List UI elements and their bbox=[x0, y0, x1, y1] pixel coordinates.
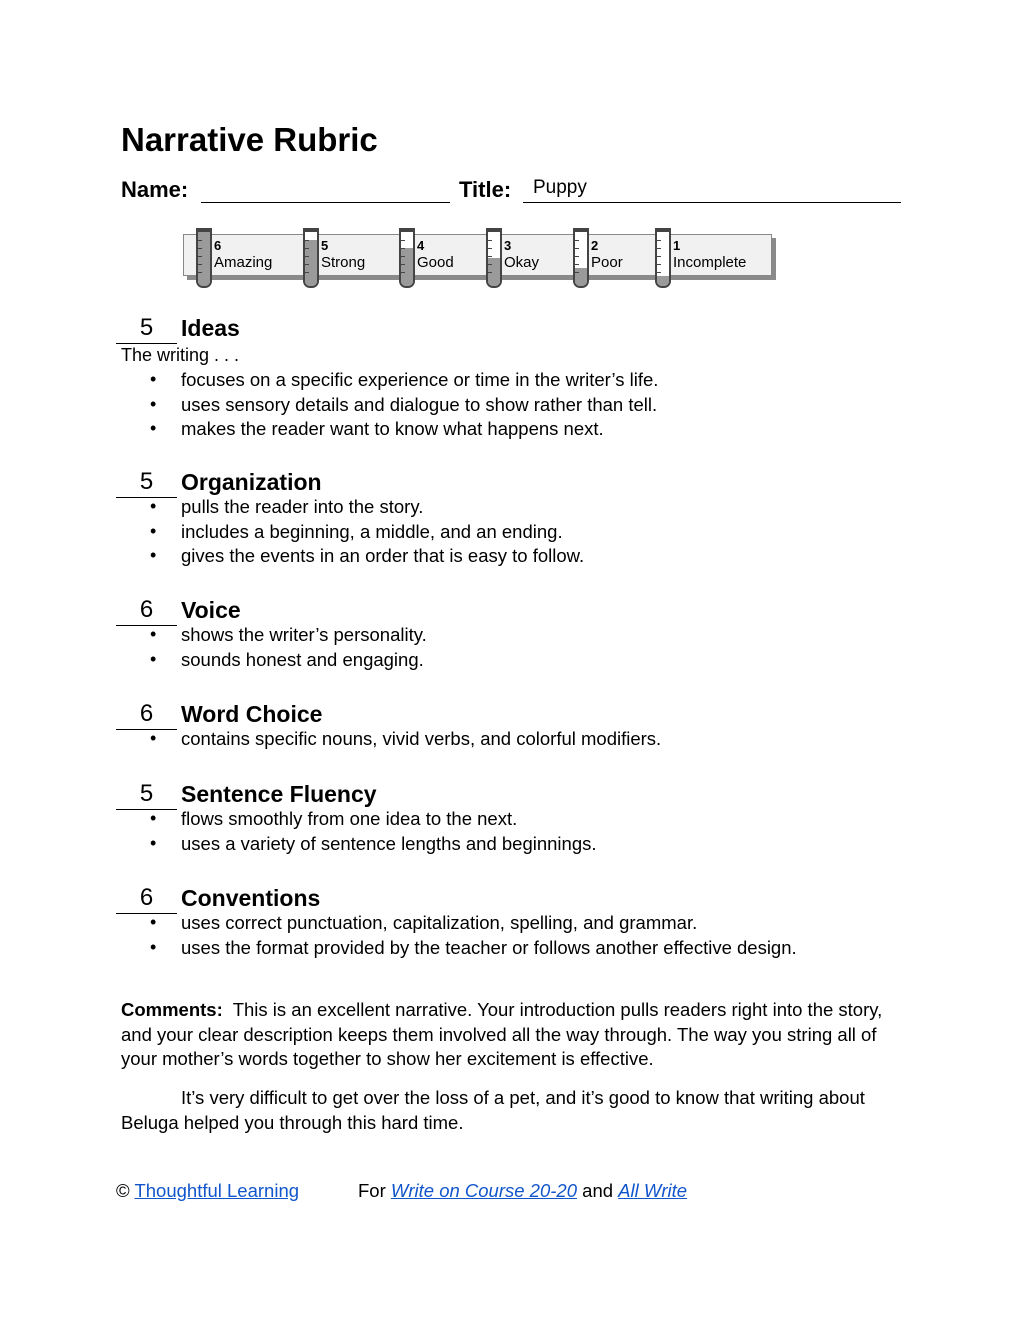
title-value[interactable]: Puppy bbox=[533, 177, 587, 198]
list-item bbox=[0, 624, 427, 649]
book-link-all-write[interactable]: All Write bbox=[618, 1180, 688, 1201]
score-value[interactable]: 5 bbox=[139, 780, 154, 807]
bullet-icon: • bbox=[150, 832, 157, 853]
list-item-text: pulls the reader into the story. bbox=[181, 496, 424, 517]
list-item-text: flows smoothly from one idea to the next. bbox=[181, 808, 518, 829]
bullet-icon: • bbox=[150, 496, 157, 516]
section-title: Word Choice bbox=[181, 701, 323, 727]
list-item-text: sounds honest and engaging. bbox=[181, 648, 424, 670]
list-item-text: uses the format provided by the teacher or follows another effective design. bbox=[181, 936, 797, 958]
list-item-text: gives the events in an order that is easy to follow. bbox=[181, 545, 585, 567]
scale-number: 1 bbox=[673, 238, 681, 253]
section-title: Sentence Fluency bbox=[181, 781, 377, 807]
comments-paragraph-2: It’s very difficult to get over the loss of a pet, and it’s good to know that writing about Beluga helped you through this hard time. bbox=[121, 1087, 865, 1133]
test-tube-icon bbox=[303, 228, 319, 288]
list-item bbox=[0, 912, 797, 937]
list-item bbox=[0, 728, 661, 753]
list-item bbox=[0, 833, 597, 858]
bullet-icon: • bbox=[150, 418, 157, 439]
score-value[interactable]: 5 bbox=[139, 468, 154, 495]
section-title: Conventions bbox=[181, 885, 321, 911]
score-value[interactable]: 5 bbox=[139, 314, 154, 341]
list-item bbox=[0, 496, 584, 521]
comments-label: Comments: bbox=[121, 999, 223, 1020]
title-field-line[interactable] bbox=[523, 202, 901, 203]
comments-paragraph-1: This is an excellent narrative. Your introduction pulls readers right into the story, and your clear description keeps them involved all the way through. The way you string all of your mother’s words together to show her excitement is effective. bbox=[121, 999, 883, 1070]
rating-scale bbox=[181, 226, 781, 290]
bullet-icon: • bbox=[150, 808, 157, 828]
test-tube-icon bbox=[573, 228, 589, 288]
test-tube-icon bbox=[655, 228, 671, 288]
list-item bbox=[0, 545, 584, 570]
scale-number: 5 bbox=[321, 238, 329, 253]
bullet-list bbox=[0, 912, 797, 961]
bullet-icon: • bbox=[150, 545, 157, 566]
list-item-text: includes a beginning, a middle, and an ending. bbox=[181, 520, 563, 542]
list-item bbox=[0, 521, 584, 546]
bullet-list bbox=[0, 369, 658, 443]
list-item bbox=[0, 394, 658, 419]
bullet-list bbox=[0, 808, 597, 857]
section-title: Voice bbox=[181, 597, 241, 623]
scale-label: Okay bbox=[504, 254, 540, 271]
scale-number: 4 bbox=[417, 238, 425, 253]
section-intro: The writing . . . bbox=[121, 345, 240, 365]
scale-label: Amazing bbox=[214, 254, 273, 271]
scale-number: 6 bbox=[214, 238, 222, 253]
footer-books bbox=[358, 1180, 687, 1202]
test-tube-icon bbox=[399, 228, 415, 288]
scale-label: Poor bbox=[591, 254, 623, 271]
list-item-text: shows the writer’s personality. bbox=[181, 624, 427, 645]
bullet-icon: • bbox=[150, 520, 157, 541]
comments bbox=[121, 998, 906, 1072]
list-item bbox=[0, 418, 658, 443]
footer-and-text: and bbox=[582, 1180, 614, 1201]
bullet-icon: • bbox=[150, 728, 157, 748]
name-label: Name: bbox=[121, 177, 189, 202]
bullet-icon: • bbox=[150, 936, 157, 957]
bullet-icon: • bbox=[150, 648, 157, 669]
test-tube-icon bbox=[196, 228, 212, 288]
list-item bbox=[0, 808, 597, 833]
book-link-write-on-course[interactable]: Write on Course 20-20 bbox=[390, 1180, 578, 1201]
list-item-text: uses sensory details and dialogue to show rather than tell. bbox=[181, 393, 658, 415]
name-field-line[interactable] bbox=[201, 202, 450, 203]
scale-label: Incomplete bbox=[673, 254, 747, 271]
section-title: Organization bbox=[181, 469, 322, 495]
list-item bbox=[0, 649, 427, 674]
list-item bbox=[0, 369, 658, 394]
footer-for-text: For bbox=[358, 1180, 386, 1201]
bullet-icon: • bbox=[150, 369, 157, 389]
bullet-icon: • bbox=[150, 393, 157, 414]
bullet-list bbox=[0, 496, 584, 570]
list-item bbox=[0, 937, 797, 962]
bullet-icon: • bbox=[150, 912, 157, 932]
bullet-list bbox=[0, 728, 661, 753]
section-title: Ideas bbox=[181, 315, 240, 341]
score-value[interactable]: 6 bbox=[139, 884, 154, 911]
list-item-text: contains specific nouns, vivid verbs, and colorful modifiers. bbox=[181, 728, 662, 749]
list-item-text: uses a variety of sentence lengths and beginnings. bbox=[181, 832, 597, 854]
scale-number: 3 bbox=[504, 238, 512, 253]
bullet-icon: • bbox=[150, 624, 157, 644]
footer-copyright bbox=[116, 1180, 299, 1202]
page-title: Narrative Rubric bbox=[121, 121, 378, 158]
score-line bbox=[116, 343, 177, 344]
list-item-text: uses correct punctuation, capitalization, spelling, and grammar. bbox=[181, 912, 698, 933]
list-item-text: focuses on a specific experience or time in the writer’s life. bbox=[181, 369, 659, 390]
copyright-symbol: © bbox=[116, 1180, 130, 1201]
title-label: Title: bbox=[459, 177, 512, 202]
list-item-text: makes the reader want to know what happens next. bbox=[181, 418, 604, 440]
test-tube-icon bbox=[486, 228, 502, 288]
scale-label: Strong bbox=[321, 254, 366, 271]
score-value[interactable]: 6 bbox=[139, 596, 154, 623]
publisher-link[interactable]: Thoughtful Learning bbox=[134, 1180, 300, 1201]
scale-number: 2 bbox=[591, 238, 599, 253]
score-value[interactable]: 6 bbox=[139, 700, 154, 727]
scale-label: Good bbox=[417, 254, 454, 271]
bullet-list bbox=[0, 624, 427, 673]
